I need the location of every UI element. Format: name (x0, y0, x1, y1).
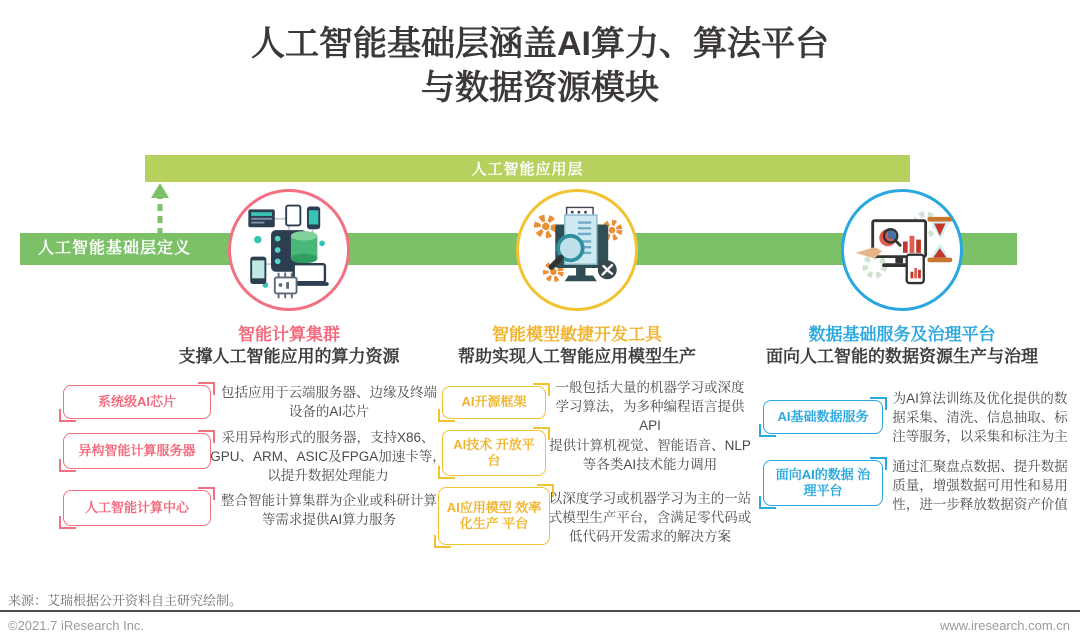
tag-label: 人工智能计算中心 (84, 499, 189, 515)
column1-title: 智能计算集群 (238, 325, 340, 344)
dashed-up-arrow-icon (148, 183, 172, 235)
desc-ai-basic-data-service: 为AI算法训练及优化提供的数据采集、清洗、信息抽取、标注等服务，以采集和标注为主 (892, 391, 1068, 444)
tag-ai-tech-open-platform (442, 430, 546, 476)
footer-divider (0, 610, 1080, 612)
application-layer-label: 人工智能应用层 (471, 161, 584, 178)
column1-subtitle: 支撑人工智能应用的算力资源 (178, 347, 400, 366)
source-note: 来源：艾瑞根据公开资料自主研究绘制。 (8, 593, 243, 608)
tag-ai-basic-data-service (763, 400, 883, 434)
desc-ai-model-production-platform: 以深度学习或机器学习为主的一站式模型生产平台，含满足零代码或低代码开发需求的解决方案 (548, 491, 752, 544)
column3-subtitle: 面向人工智能的数据资源生产与治理 (766, 347, 1038, 366)
page-title-line1: 人工智能基础层涵盖AI算力、算法平台 (251, 25, 829, 63)
model-dev-tools-icon (525, 198, 629, 302)
desc-ai-tech-open-platform: 提供计算机视觉、智能语音、NLP等各类AI技术能力调用 (549, 438, 751, 472)
data-service-icon (850, 198, 954, 302)
circle-data-service (841, 189, 963, 311)
tag-ai-computing-center (63, 490, 211, 526)
circle-computing-cluster (228, 189, 350, 311)
column2-subtitle: 帮助实现人工智能应用模型生产 (458, 347, 696, 366)
copyright-text: ©2021.7 iResearch Inc. (8, 618, 145, 633)
column2-title: 智能模型敏捷开发工具 (492, 325, 662, 344)
computing-cluster-icon (237, 198, 341, 302)
tag-system-ai-chip (63, 385, 211, 419)
tag-ai-model-production-platform (438, 487, 550, 545)
column3-title: 数据基础服务及治理平台 (808, 325, 996, 344)
application-layer-bar (145, 155, 910, 182)
tag-heterogeneous-server (63, 433, 211, 469)
tag-label: AI应用模型 效率化生产 平台 (446, 499, 542, 531)
page-title-line2: 与数据资源模块 (421, 69, 659, 108)
website-link[interactable]: www.iresearch.com.cn (939, 618, 1070, 633)
tag-ai-data-governance-platform (763, 460, 883, 506)
tag-ai-open-framework (442, 386, 546, 419)
page-title (0, 22, 1080, 110)
desc-ai-data-governance-platform: 通过汇聚盘点数据、提升数据质量，增强数据可用性和易用性，进一步释放数据资产价值 (892, 459, 1068, 512)
desc-ai-open-framework: 一般包括大量的机器学习或深度学习算法，为多种编程语言提供API (555, 380, 745, 433)
desc-ai-computing-center: 整合智能计算集群为企业或科研计算等需求提供AI算力服务 (221, 493, 437, 527)
tag-label: 系统级AI芯片 (97, 393, 176, 409)
tag-label: AI开源框架 (461, 394, 527, 410)
base-layer-label: 人工智能基础层定义 (38, 240, 192, 257)
desc-heterogeneous-server: 采用异构形式的服务器，支持X86、GPU、ARM、ASIC及FPGA加速卡等，以提升数据处理能力 (210, 430, 446, 483)
circle-model-dev-tools (516, 189, 638, 311)
tag-label: 面向AI的数据 治理平台 (775, 466, 871, 498)
tag-label: 异构智能计算服务器 (78, 442, 196, 458)
tag-label: AI基础数据服务 (777, 408, 869, 424)
desc-system-ai-chip: 包括应用于云端服务器、边缘及终端设备的AI芯片 (221, 385, 437, 419)
tag-label: AI技术 开放平台 (453, 436, 535, 468)
